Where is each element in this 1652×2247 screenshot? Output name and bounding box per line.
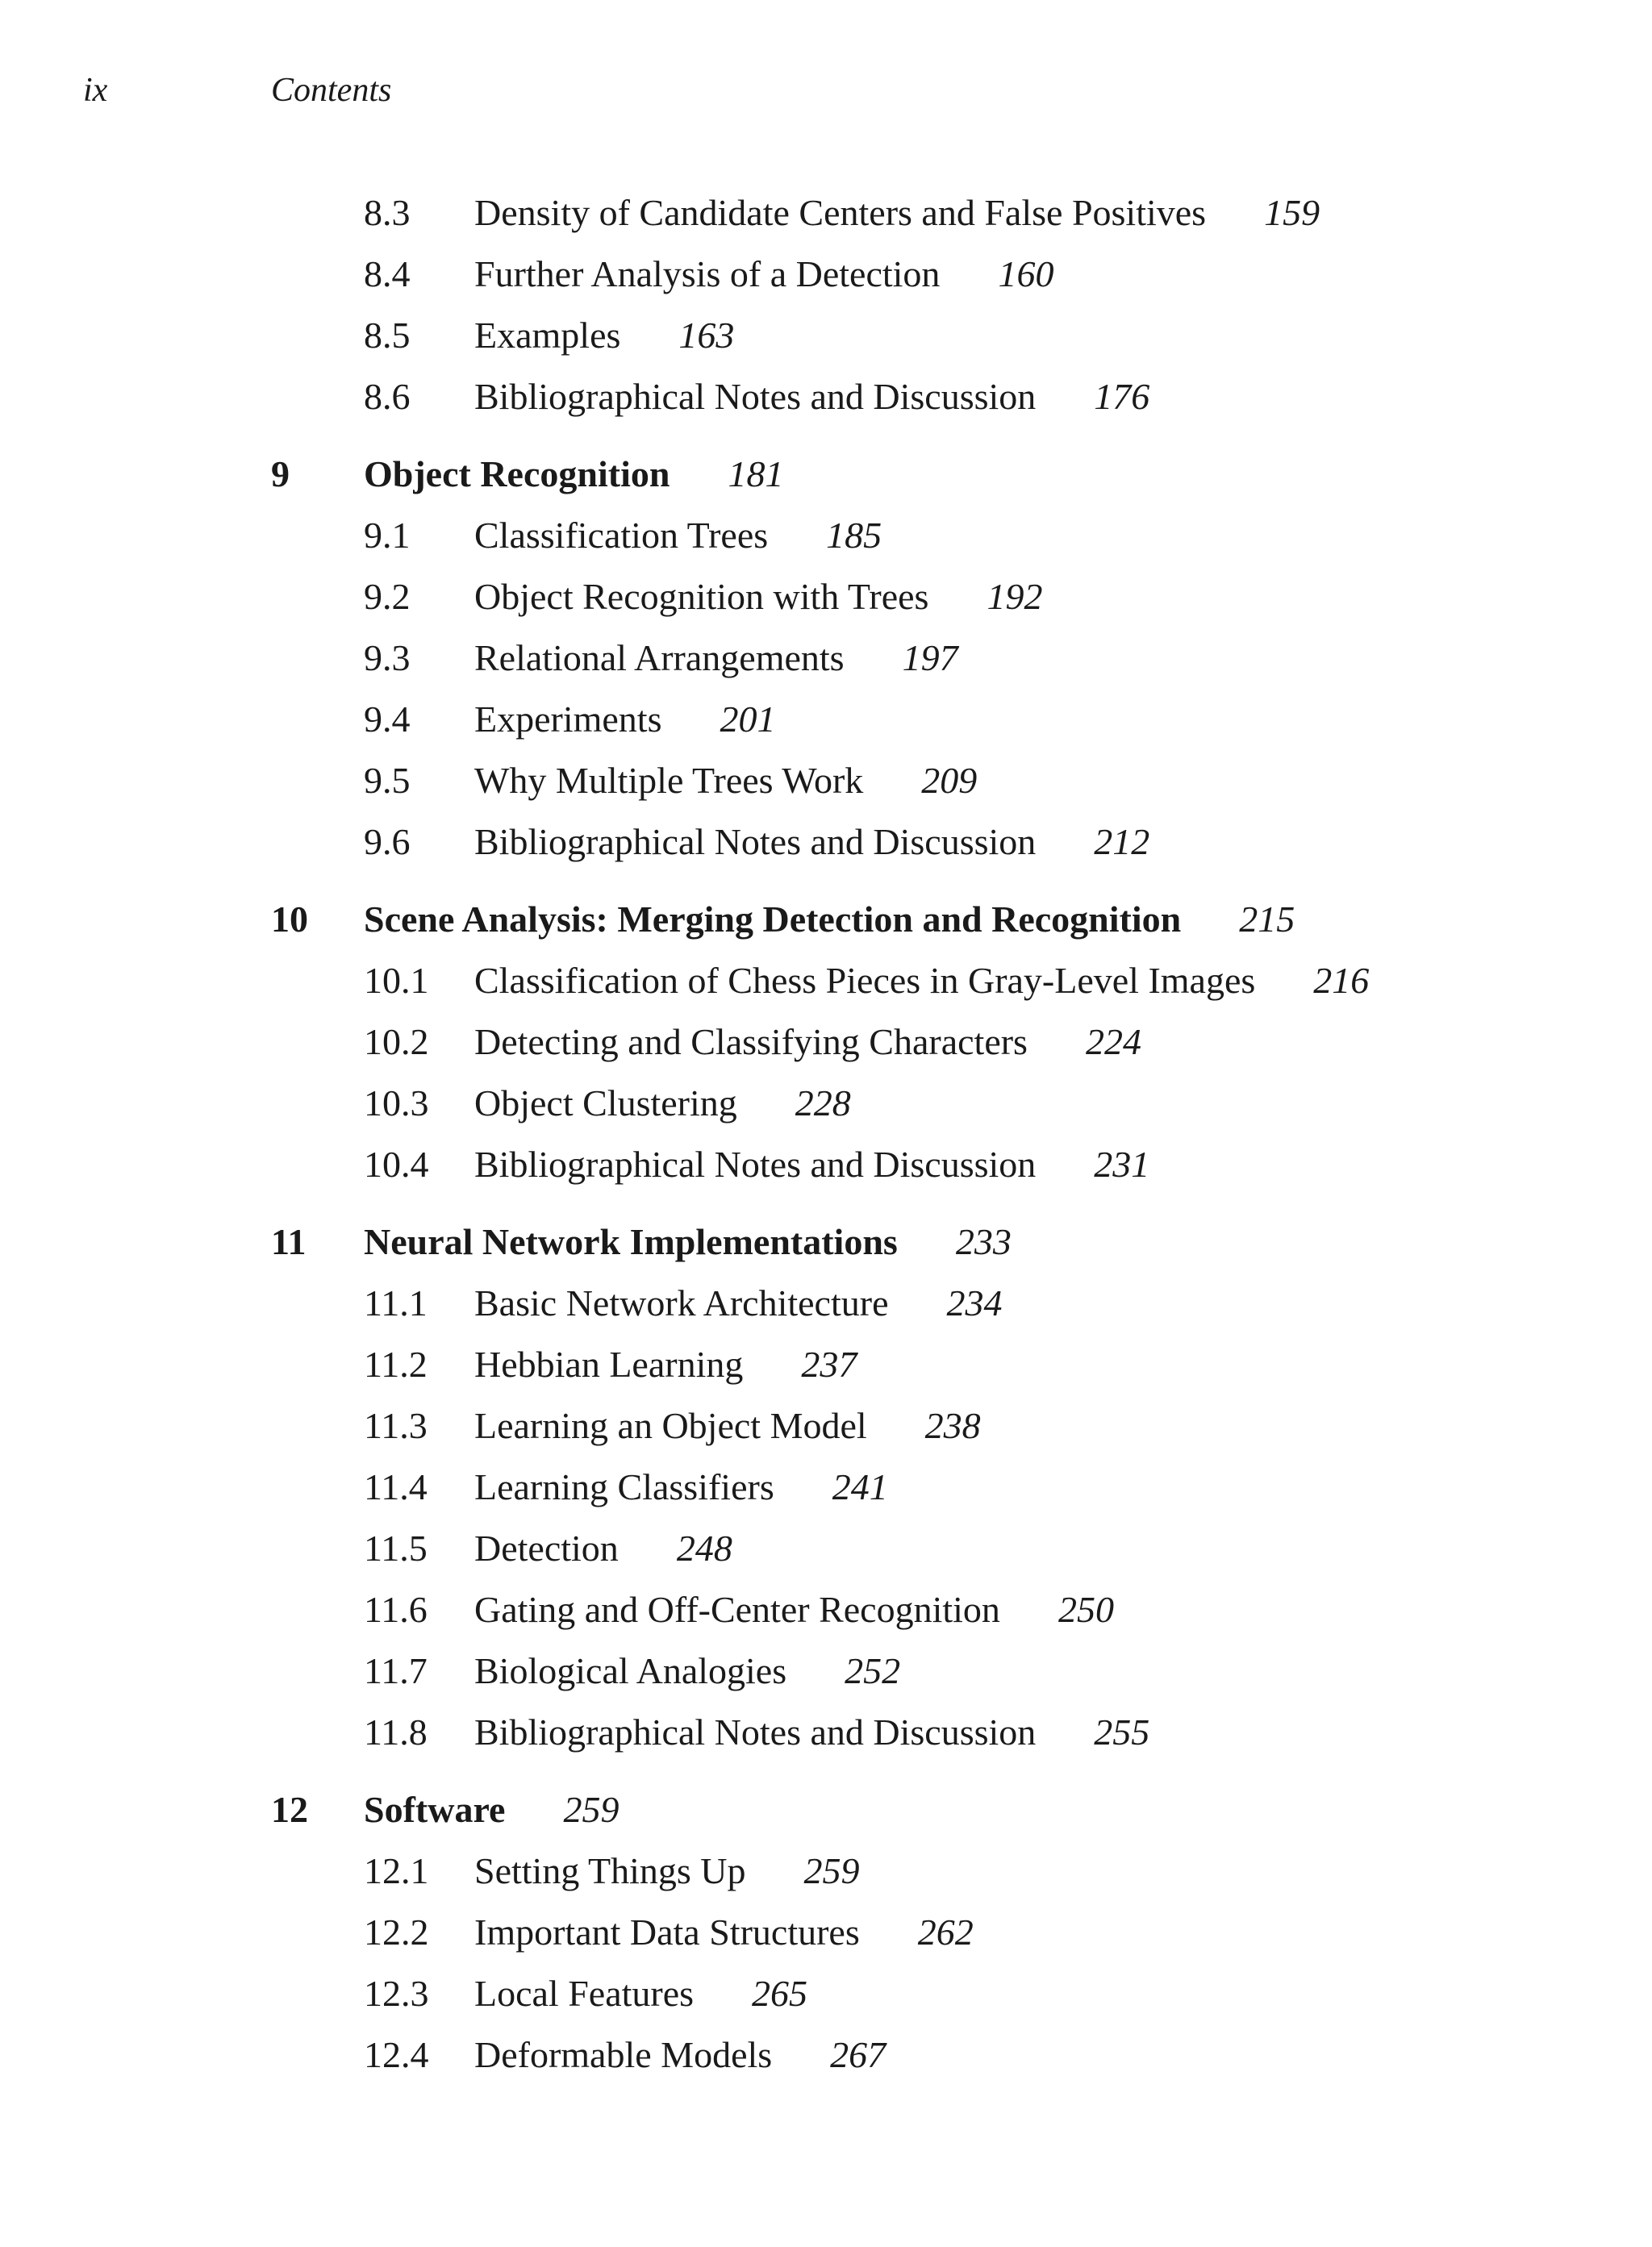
section-title — [474, 1518, 732, 1579]
page-reference: 185 — [826, 515, 882, 556]
running-title: Contents — [271, 72, 392, 109]
section-number: 9.1 — [364, 515, 411, 556]
section-title — [474, 750, 977, 811]
toc-section-entry — [0, 1395, 1652, 1457]
toc-section-entry — [0, 182, 1652, 244]
section-title — [474, 1640, 900, 1702]
section-title — [474, 1011, 1141, 1073]
section-title — [474, 1963, 807, 2024]
page-reference: 216 — [1313, 960, 1370, 1001]
section-number: 11.2 — [364, 1344, 428, 1385]
toc-section-entry — [0, 1273, 1652, 1334]
page-reference: 160 — [998, 253, 1054, 294]
section-title — [474, 1841, 860, 1902]
section-number: 8.5 — [364, 315, 411, 356]
section-number: 10.2 — [364, 1021, 429, 1062]
chapter-title — [364, 1211, 1012, 1273]
page-reference: 250 — [1058, 1589, 1114, 1630]
page-reference: 231 — [1094, 1144, 1150, 1185]
entry-title-text: Bibliographical Notes and Discussion — [474, 376, 1037, 417]
page-reference: 237 — [801, 1344, 857, 1385]
entry-title-text: Deformable Models — [474, 2034, 773, 2075]
entry-title-text: Gating and Off-Center Recognition — [474, 1589, 1000, 1630]
entry-title-text: Scene Analysis: Merging Detection and Recognition — [364, 898, 1182, 940]
running-head — [0, 71, 1652, 119]
page-reference: 192 — [987, 576, 1043, 617]
toc-section-entry — [0, 1011, 1652, 1073]
toc-section-entry — [0, 244, 1652, 305]
section-number: 11.6 — [364, 1589, 428, 1630]
entry-title-text: Important Data Structures — [474, 1911, 860, 1953]
section-number: 10.1 — [364, 960, 429, 1001]
entry-title-text: Biological Analogies — [474, 1650, 787, 1691]
page-reference: 255 — [1094, 1711, 1150, 1753]
toc-section-entry — [0, 505, 1652, 566]
page-reference: 262 — [917, 1911, 974, 1953]
entry-title-text: Detecting and Classifying Characters — [474, 1021, 1028, 1062]
entry-title-text: Learning Classifiers — [474, 1466, 774, 1507]
toc-section-entry — [0, 1702, 1652, 1763]
page-reference: 215 — [1239, 898, 1295, 940]
toc-chapter-entry — [0, 1211, 1652, 1273]
section-number: 11.7 — [364, 1650, 428, 1691]
page-reference: 224 — [1085, 1021, 1141, 1062]
toc-section-entry — [0, 1518, 1652, 1579]
page-reference: 234 — [946, 1282, 1003, 1324]
entry-title-text: Bibliographical Notes and Discussion — [474, 1711, 1037, 1753]
toc-section-entry — [0, 1134, 1652, 1195]
chapter-number: 9 — [271, 453, 290, 494]
section-title — [474, 2024, 886, 2086]
toc-section-entry — [0, 1902, 1652, 1963]
page-reference: 181 — [728, 453, 784, 494]
page-reference: 197 — [902, 637, 958, 678]
entry-title-text: Classification Trees — [474, 515, 769, 556]
section-number: 12.4 — [364, 2034, 429, 2075]
section-number: 10.3 — [364, 1082, 429, 1124]
section-title — [474, 1579, 1114, 1640]
page-reference: 159 — [1264, 192, 1320, 233]
section-number: 8.4 — [364, 253, 411, 294]
page-reference: 201 — [720, 698, 776, 740]
section-number: 9.3 — [364, 637, 411, 678]
entry-title-text: Classification of Chess Pieces in Gray-Level Images — [474, 960, 1256, 1001]
toc-chapter-entry — [0, 1779, 1652, 1841]
entry-title-text: Object Recognition — [364, 453, 670, 494]
toc-chapter-entry — [0, 444, 1652, 505]
section-title — [474, 1273, 1002, 1334]
section-number: 10.4 — [364, 1144, 429, 1185]
section-number: 9.6 — [364, 821, 411, 862]
entry-title-text: Further Analysis of a Detection — [474, 253, 941, 294]
toc-section-entry — [0, 2024, 1652, 2086]
toc-section-entry — [0, 1334, 1652, 1395]
page-reference: 238 — [924, 1405, 981, 1446]
section-number: 11.5 — [364, 1528, 428, 1569]
section-number: 8.6 — [364, 376, 411, 417]
entry-title-text: Detection — [474, 1528, 619, 1569]
section-title — [474, 1457, 888, 1518]
section-title — [474, 1702, 1149, 1763]
section-title — [474, 1334, 857, 1395]
entry-title-text: Examples — [474, 315, 621, 356]
entry-title-text: Basic Network Architecture — [474, 1282, 889, 1324]
section-title — [474, 1134, 1149, 1195]
section-number: 9.5 — [364, 760, 411, 801]
toc-section-entry — [0, 1073, 1652, 1134]
chapter-title — [364, 889, 1295, 950]
page-number: ix — [83, 72, 108, 109]
toc-section-entry — [0, 811, 1652, 873]
chapter-number: 12 — [271, 1789, 308, 1830]
section-number: 12.2 — [364, 1911, 429, 1953]
page-reference: 212 — [1094, 821, 1150, 862]
section-title — [474, 950, 1369, 1011]
section-number: 12.1 — [364, 1850, 429, 1891]
section-title — [474, 1902, 974, 1963]
toc-section-entry — [0, 689, 1652, 750]
entry-title-text: Hebbian Learning — [474, 1344, 744, 1385]
section-number: 9.2 — [364, 576, 411, 617]
section-number: 8.3 — [364, 192, 411, 233]
page-reference: 265 — [752, 1973, 808, 2014]
toc-section-entry — [0, 627, 1652, 689]
entry-title-text: Experiments — [474, 698, 662, 740]
entry-title-text: Bibliographical Notes and Discussion — [474, 821, 1037, 862]
chapter-title — [364, 444, 783, 505]
toc-section-entry — [0, 566, 1652, 627]
section-title — [474, 566, 1042, 627]
chapter-number: 11 — [271, 1221, 307, 1262]
page-reference: 163 — [678, 315, 735, 356]
toc-chapter-entry — [0, 889, 1652, 950]
toc-section-entry — [0, 305, 1652, 366]
entry-title-text: Neural Network Implementations — [364, 1221, 898, 1262]
entry-title-text: Bibliographical Notes and Discussion — [474, 1144, 1037, 1185]
page-reference: 228 — [795, 1082, 851, 1124]
section-title — [474, 1395, 981, 1457]
chapter-number: 10 — [271, 898, 308, 940]
section-title — [474, 627, 958, 689]
toc-section-entry — [0, 1841, 1652, 1902]
toc-section-entry — [0, 1640, 1652, 1702]
entry-title-text: Object Clustering — [474, 1082, 737, 1124]
section-title — [474, 689, 776, 750]
section-number: 11.4 — [364, 1466, 428, 1507]
section-title — [474, 366, 1149, 427]
page-reference: 267 — [830, 2034, 886, 2075]
section-title — [474, 505, 882, 566]
toc-section-entry — [0, 1963, 1652, 2024]
section-title — [474, 244, 1053, 305]
entry-title-text: Relational Arrangements — [474, 637, 845, 678]
toc-section-entry — [0, 1579, 1652, 1640]
toc-section-entry — [0, 950, 1652, 1011]
page-reference: 248 — [676, 1528, 732, 1569]
section-title — [474, 305, 734, 366]
table-of-contents — [0, 182, 1652, 2086]
page-reference: 252 — [845, 1650, 901, 1691]
chapter-title — [364, 1779, 619, 1841]
section-number: 9.4 — [364, 698, 411, 740]
section-number: 11.1 — [364, 1282, 428, 1324]
page-reference: 176 — [1094, 376, 1150, 417]
toc-section-entry — [0, 366, 1652, 427]
page-reference: 241 — [832, 1466, 888, 1507]
page-reference: 209 — [921, 760, 978, 801]
entry-title-text: Setting Things Up — [474, 1850, 746, 1891]
section-number: 11.8 — [364, 1711, 428, 1753]
entry-title-text: Why Multiple Trees Work — [474, 760, 864, 801]
entry-title-text: Learning an Object Model — [474, 1405, 867, 1446]
section-title — [474, 182, 1320, 244]
entry-title-text: Object Recognition with Trees — [474, 576, 929, 617]
section-number: 11.3 — [364, 1405, 428, 1446]
section-title — [474, 1073, 851, 1134]
page-reference: 259 — [803, 1850, 860, 1891]
page-reference: 233 — [955, 1221, 1012, 1262]
entry-title-text: Density of Candidate Centers and False Positives — [474, 192, 1207, 233]
page-reference: 259 — [563, 1789, 620, 1830]
toc-section-entry — [0, 1457, 1652, 1518]
entry-title-text: Software — [364, 1789, 506, 1830]
toc-section-entry — [0, 750, 1652, 811]
entry-title-text: Local Features — [474, 1973, 695, 2014]
section-number: 12.3 — [364, 1973, 429, 2014]
section-title — [474, 811, 1149, 873]
